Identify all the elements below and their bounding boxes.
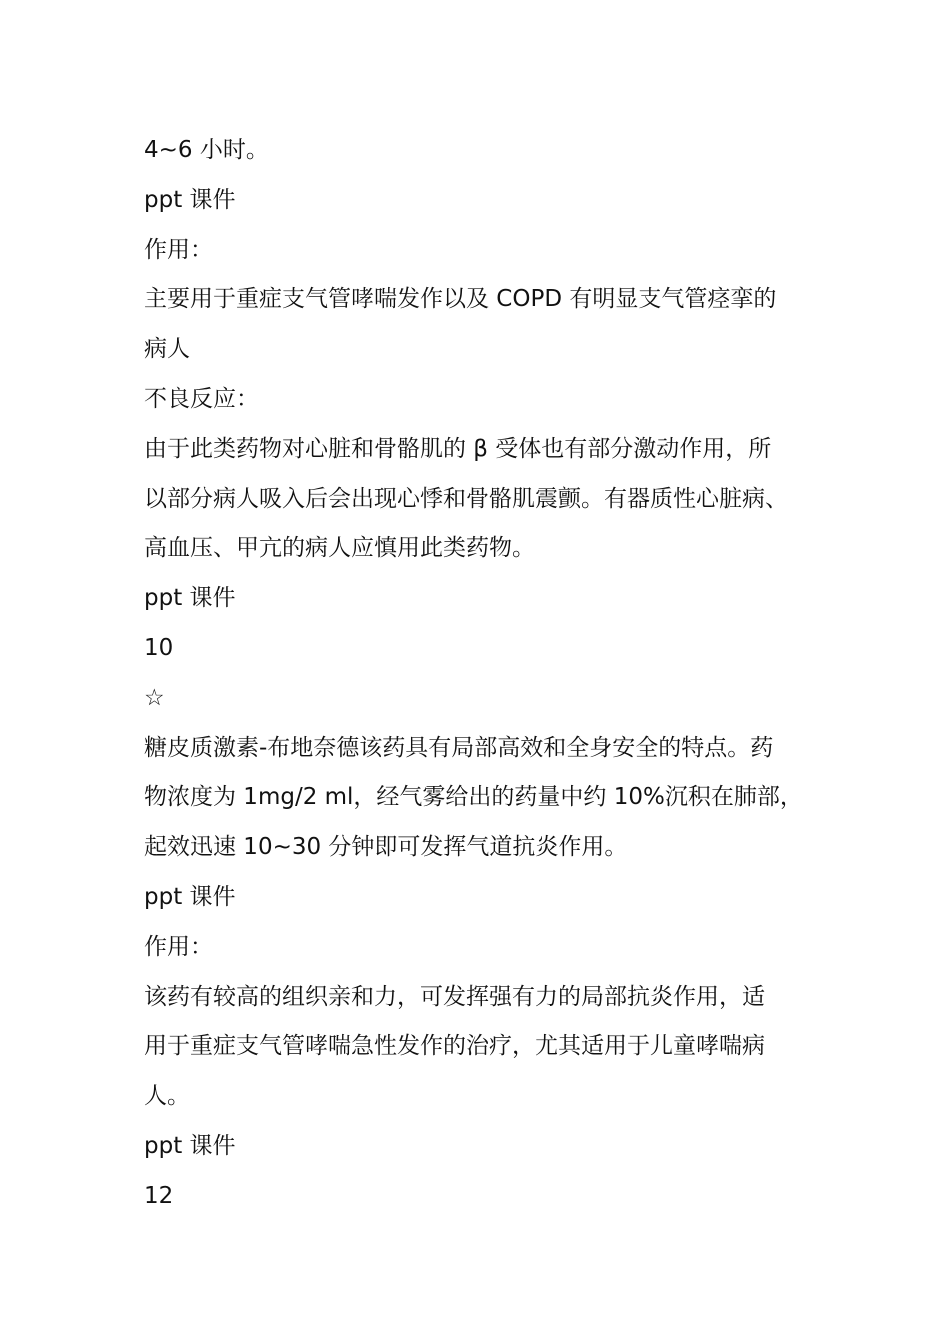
star-icon: ☆ bbox=[144, 684, 165, 711]
text-line: 糖皮质激素-布地奈德该药具有局部高效和全身安全的特点。药 bbox=[144, 734, 774, 761]
text-line: 高血压、甲亢的病人应慎用此类药物。 bbox=[144, 535, 535, 562]
text-line: ppt 课件 bbox=[144, 1132, 236, 1159]
text-line: 用于重症支气管哮喘急性发作的治疗，尤其适用于儿童哮喘病 bbox=[144, 1033, 765, 1060]
text-line: 该药有较高的组织亲和力，可发挥强有力的局部抗炎作用，适 bbox=[144, 983, 765, 1010]
text-line: ppt 课件 bbox=[144, 883, 236, 910]
page-number: 12 bbox=[144, 1182, 174, 1209]
text-line: 主要用于重症支气管哮喘发作以及 COPD 有明显支气管痉挛的 bbox=[144, 286, 777, 313]
text-line: 物浓度为 1mg/2 ml，经气雾给出的药量中约 10%沉积在肺部， bbox=[144, 784, 803, 811]
text-line: 人。 bbox=[144, 1083, 190, 1110]
text-line: 由于此类药物对心脏和骨骼肌的 β 受体也有部分激动作用，所 bbox=[144, 435, 772, 462]
text-line: ppt 课件 bbox=[144, 186, 236, 213]
text-line: 4~6 小时。 bbox=[144, 137, 269, 163]
text-line: 不良反应： bbox=[144, 385, 259, 412]
text-line: 以部分病人吸入后会出现心悸和骨骼肌震颤。有器质性心脏病、 bbox=[144, 485, 788, 512]
text-line: 作用： bbox=[144, 933, 213, 960]
document-body bbox=[144, 126, 834, 1222]
text-line: 起效迅速 10~30 分钟即可发挥气道抗炎作用。 bbox=[144, 834, 628, 861]
text-line: 作用： bbox=[144, 236, 213, 263]
text-line: 病人 bbox=[144, 336, 190, 363]
text-line: ppt 课件 bbox=[144, 585, 236, 612]
page-number: 10 bbox=[144, 634, 174, 661]
